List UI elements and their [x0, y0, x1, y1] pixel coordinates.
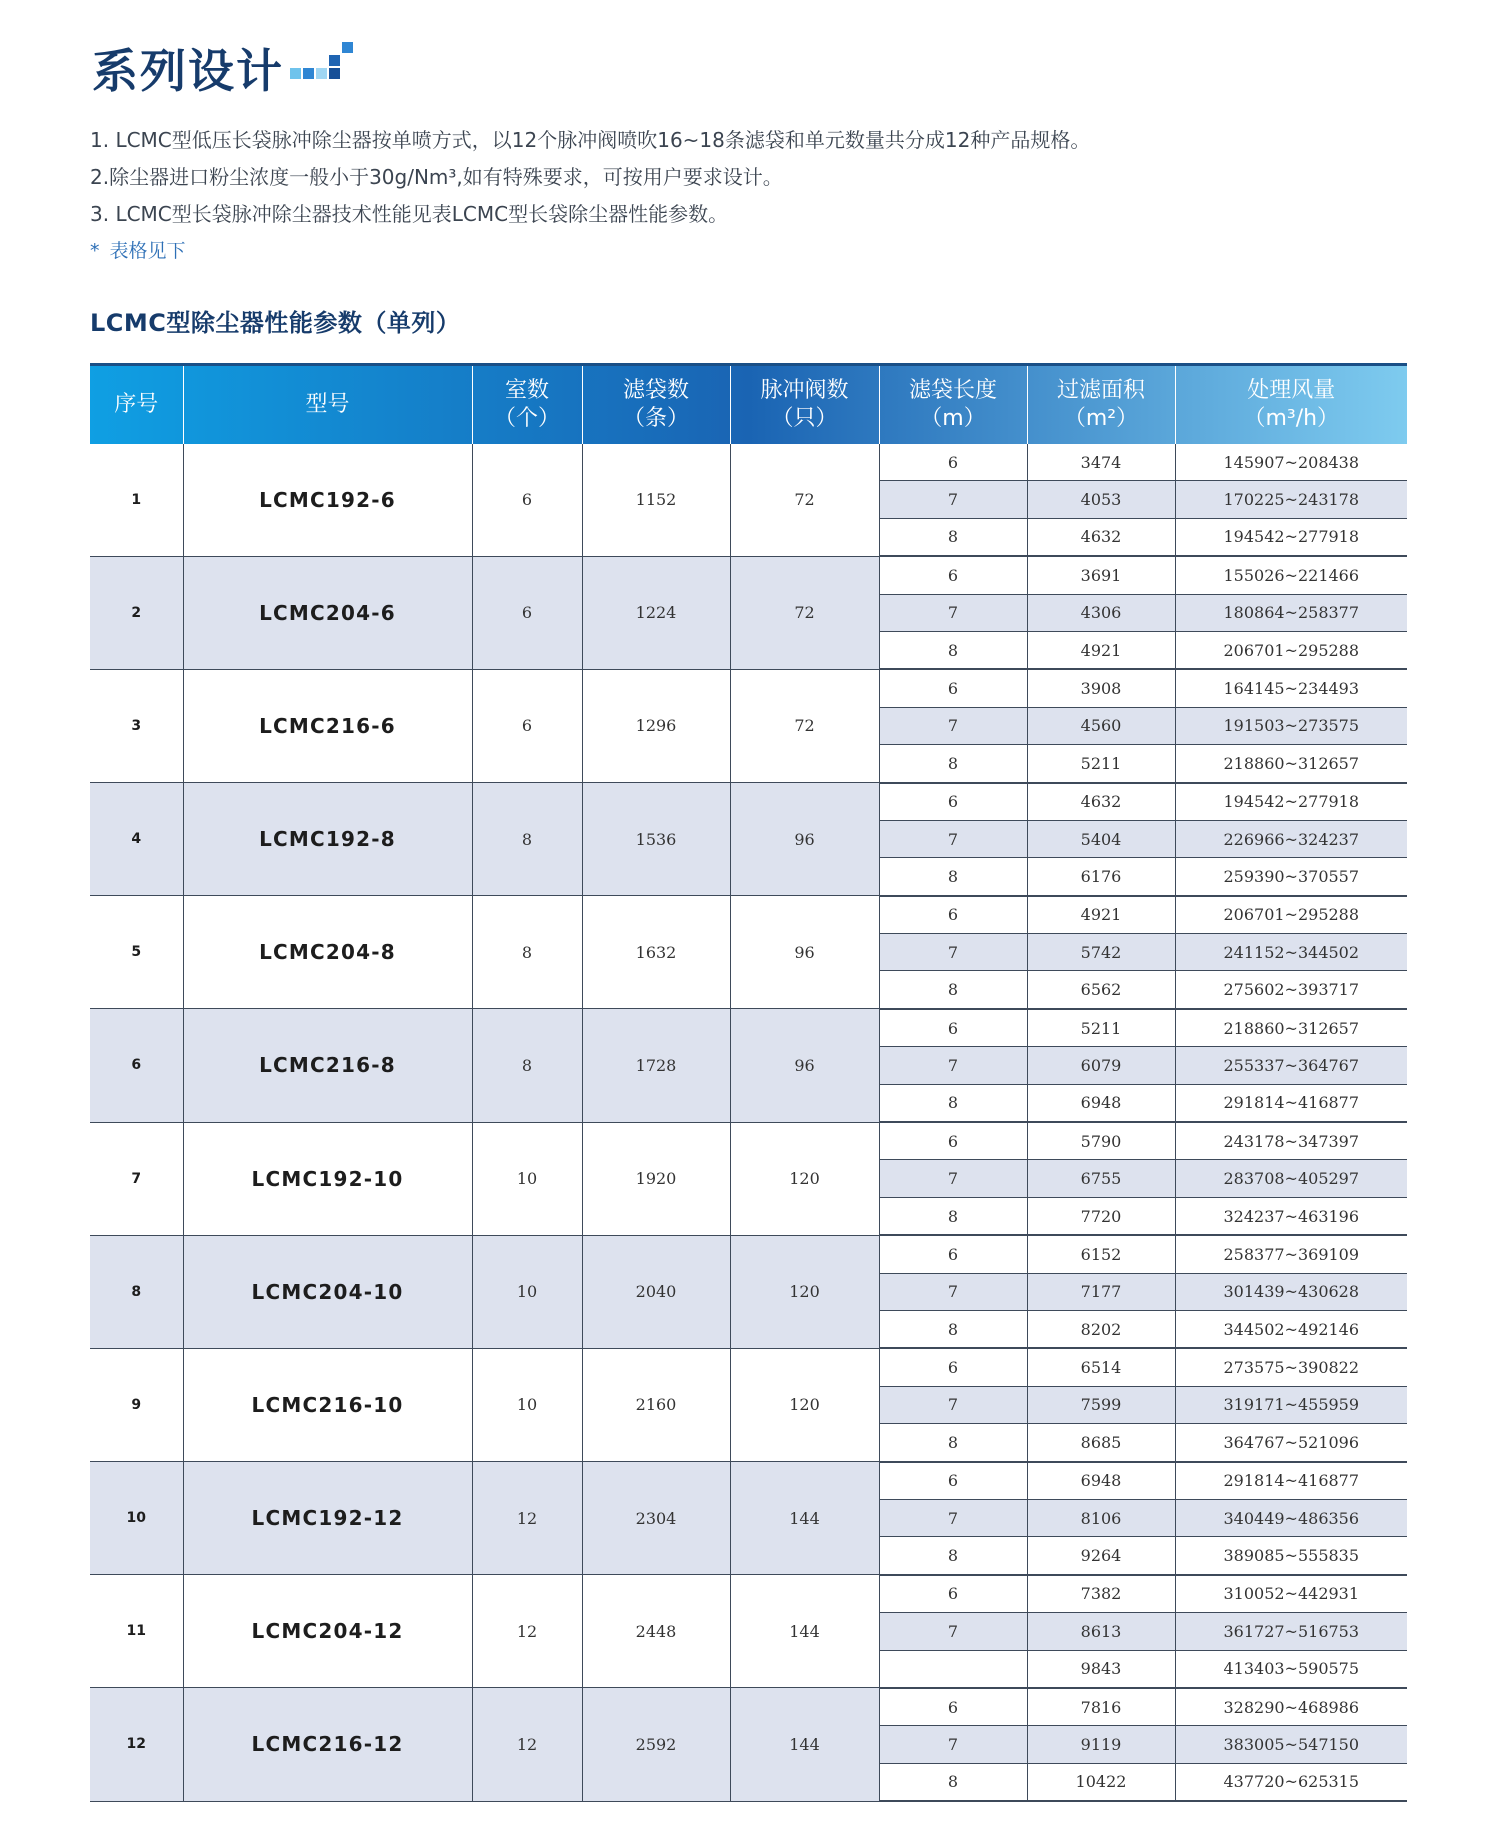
cell-bags: 2448: [582, 1575, 730, 1688]
page-title: 系列设计: [92, 44, 284, 98]
cell-bags: 2304: [582, 1462, 730, 1575]
table-row: [90, 1575, 1407, 1613]
table-title: LCMC型除尘器性能参数（单列）: [90, 309, 461, 337]
cell-bags: 1920: [582, 1122, 730, 1235]
cell-filter-area: 6176: [1027, 858, 1175, 896]
cell-rooms: 10: [472, 1348, 582, 1461]
cell-bag-length: 7: [879, 1160, 1027, 1197]
cell-bag-length: 6: [879, 669, 1027, 707]
cell-bags: 1728: [582, 1009, 730, 1122]
cell-filter-area: 7599: [1027, 1386, 1175, 1423]
cell-bag-length: 8: [879, 1084, 1027, 1122]
pixel-squares-icon: [290, 46, 360, 96]
cell-bag-length: 8: [879, 858, 1027, 896]
cell-rooms: 6: [472, 444, 582, 556]
cell-bags: 2160: [582, 1348, 730, 1461]
header-label: （m²）: [1063, 406, 1139, 431]
cell-seq: 10: [90, 1462, 183, 1575]
cell-air-volume: 340449~486356: [1175, 1499, 1407, 1536]
cell-model: LCMC216-6: [183, 669, 472, 782]
cell-bag-length: 7: [879, 934, 1027, 971]
cell-bag-length: 8: [879, 1197, 1027, 1235]
table-row: [90, 896, 1407, 934]
cell-bag-length: 6: [879, 556, 1027, 594]
cell-bags: 1296: [582, 669, 730, 782]
asterisk-icon: *: [90, 240, 100, 262]
cell-valves: 144: [730, 1462, 879, 1575]
cell-bag-length: 7: [879, 1273, 1027, 1310]
cell-rooms: 8: [472, 896, 582, 1009]
cell-filter-area: 6948: [1027, 1462, 1175, 1500]
cell-bags: 1632: [582, 896, 730, 1009]
cell-filter-area: 7382: [1027, 1575, 1175, 1613]
table-row: [90, 1688, 1407, 1726]
header-label: （m）: [920, 406, 986, 431]
cell-air-volume: 180864~258377: [1175, 594, 1407, 631]
cell-model: LCMC204-8: [183, 896, 472, 1009]
table-header: [90, 365, 1407, 445]
cell-bag-length: 8: [879, 1424, 1027, 1462]
cell-filter-area: 9264: [1027, 1537, 1175, 1575]
table-row: [90, 1462, 1407, 1500]
cell-filter-area: 8106: [1027, 1499, 1175, 1536]
cell-bag-length: 6: [879, 1688, 1027, 1726]
cell-air-volume: 437720~625315: [1175, 1763, 1407, 1801]
cell-model: LCMC216-12: [183, 1688, 472, 1801]
cell-air-volume: 301439~430628: [1175, 1273, 1407, 1310]
cell-rooms: 8: [472, 783, 582, 896]
cell-bag-length: 7: [879, 1499, 1027, 1536]
table-body: [90, 444, 1407, 1801]
cell-air-volume: 291814~416877: [1175, 1084, 1407, 1122]
title-block: [92, 42, 360, 100]
cell-air-volume: 283708~405297: [1175, 1160, 1407, 1197]
cell-air-volume: 259390~370557: [1175, 858, 1407, 896]
cell-bag-length: 7: [879, 820, 1027, 857]
cell-bag-length: 8: [879, 1763, 1027, 1801]
cell-valves: 72: [730, 556, 879, 669]
cell-bags: 1224: [582, 556, 730, 669]
cell-rooms: 6: [472, 556, 582, 669]
cell-filter-area: 6755: [1027, 1160, 1175, 1197]
cell-seq: 8: [90, 1235, 183, 1348]
cell-model: LCMC192-12: [183, 1462, 472, 1575]
note-table-below-text: 表格见下: [109, 240, 186, 262]
header-col-valves: [730, 365, 879, 445]
note-3: 3. LCMC型长袋脉冲除尘器技术性能见表LCMC型长袋除尘器性能参数。: [90, 202, 729, 226]
cell-filter-area: 10422: [1027, 1763, 1175, 1801]
cell-model: LCMC204-6: [183, 556, 472, 669]
table-row: [90, 1009, 1407, 1047]
cell-filter-area: 4632: [1027, 783, 1175, 821]
cell-seq: 1: [90, 444, 183, 556]
cell-bag-length: 7: [879, 1047, 1027, 1084]
cell-air-volume: 206701~295288: [1175, 631, 1407, 669]
cell-air-volume: 364767~521096: [1175, 1424, 1407, 1462]
cell-air-volume: 383005~547150: [1175, 1726, 1407, 1763]
cell-model: LCMC192-8: [183, 783, 472, 896]
cell-filter-area: 6079: [1027, 1047, 1175, 1084]
cell-filter-area: 9843: [1027, 1650, 1175, 1688]
cell-air-volume: 324237~463196: [1175, 1197, 1407, 1235]
cell-rooms: 8: [472, 1009, 582, 1122]
cell-filter-area: 6562: [1027, 971, 1175, 1009]
cell-filter-area: 6152: [1027, 1235, 1175, 1273]
cell-air-volume: 194542~277918: [1175, 783, 1407, 821]
cell-seq: 9: [90, 1348, 183, 1461]
cell-filter-area: 8613: [1027, 1613, 1175, 1650]
cell-air-volume: 226966~324237: [1175, 820, 1407, 857]
cell-air-volume: 319171~455959: [1175, 1386, 1407, 1423]
cell-bag-length: 7: [879, 1726, 1027, 1763]
cell-valves: 120: [730, 1348, 879, 1461]
cell-air-volume: 218860~312657: [1175, 1009, 1407, 1047]
cell-valves: 144: [730, 1688, 879, 1801]
table-row: [90, 1348, 1407, 1386]
cell-valves: 96: [730, 1009, 879, 1122]
cell-bag-length: 7: [879, 707, 1027, 744]
cell-filter-area: 5211: [1027, 745, 1175, 783]
cell-bag-length: 8: [879, 745, 1027, 783]
cell-bag-length: 6: [879, 1575, 1027, 1613]
cell-bag-length: 8: [879, 1537, 1027, 1575]
cell-filter-area: 4306: [1027, 594, 1175, 631]
cell-air-volume: 275602~393717: [1175, 971, 1407, 1009]
cell-bag-length: 8: [879, 518, 1027, 556]
cell-filter-area: 7720: [1027, 1197, 1175, 1235]
cell-air-volume: 206701~295288: [1175, 896, 1407, 934]
header-label: 处理风量: [1247, 378, 1336, 403]
cell-bag-length: [879, 1650, 1027, 1688]
table-row: [90, 444, 1407, 481]
cell-valves: 96: [730, 896, 879, 1009]
cell-rooms: 12: [472, 1462, 582, 1575]
header-col-rooms: [472, 365, 582, 445]
cell-bags: 2592: [582, 1688, 730, 1801]
cell-valves: 72: [730, 669, 879, 782]
cell-valves: 120: [730, 1235, 879, 1348]
table-row: [90, 556, 1407, 594]
cell-filter-area: 7816: [1027, 1688, 1175, 1726]
note-1: 1. LCMC型低压长袋脉冲除尘器按单喷方式，以12个脉冲阀喷吹16~18条滤袋和单元数量共分成12种产品规格。: [90, 128, 1091, 152]
cell-filter-area: 3691: [1027, 556, 1175, 594]
cell-filter-area: 4053: [1027, 481, 1175, 518]
cell-air-volume: 310052~442931: [1175, 1575, 1407, 1613]
cell-air-volume: 389085~555835: [1175, 1537, 1407, 1575]
cell-filter-area: 4921: [1027, 896, 1175, 934]
cell-model: LCMC204-10: [183, 1235, 472, 1348]
cell-rooms: 10: [472, 1122, 582, 1235]
cell-rooms: 12: [472, 1575, 582, 1688]
cell-model: LCMC204-12: [183, 1575, 472, 1688]
cell-air-volume: 191503~273575: [1175, 707, 1407, 744]
cell-seq: 3: [90, 669, 183, 782]
cell-air-volume: 241152~344502: [1175, 934, 1407, 971]
cell-air-volume: 194542~277918: [1175, 518, 1407, 556]
cell-filter-area: 9119: [1027, 1726, 1175, 1763]
cell-air-volume: 344502~492146: [1175, 1310, 1407, 1348]
header-col-bag-length: [879, 365, 1027, 445]
cell-filter-area: 6948: [1027, 1084, 1175, 1122]
cell-bag-length: 6: [879, 1122, 1027, 1160]
cell-model: LCMC216-8: [183, 1009, 472, 1122]
cell-filter-area: 4921: [1027, 631, 1175, 669]
cell-filter-area: 3908: [1027, 669, 1175, 707]
cell-bag-length: 7: [879, 1386, 1027, 1423]
header-label: 室数: [504, 378, 549, 403]
cell-filter-area: 5742: [1027, 934, 1175, 971]
cell-air-volume: 258377~369109: [1175, 1235, 1407, 1273]
cell-filter-area: 8685: [1027, 1424, 1175, 1462]
notes: [90, 122, 1090, 270]
cell-filter-area: 5790: [1027, 1122, 1175, 1160]
cell-filter-area: 4560: [1027, 707, 1175, 744]
cell-filter-area: 5211: [1027, 1009, 1175, 1047]
header-label: （m³/h）: [1243, 406, 1340, 431]
cell-rooms: 12: [472, 1688, 582, 1801]
header-label: 序号: [114, 392, 159, 417]
cell-air-volume: 170225~243178: [1175, 481, 1407, 518]
cell-filter-area: 5404: [1027, 820, 1175, 857]
cell-seq: 11: [90, 1575, 183, 1688]
header-col-seq: [90, 365, 183, 445]
table-row: [90, 783, 1407, 821]
cell-air-volume: 291814~416877: [1175, 1462, 1407, 1500]
cell-bag-length: 6: [879, 783, 1027, 821]
header-label: （只）: [771, 406, 838, 431]
cell-bag-length: 6: [879, 1348, 1027, 1386]
cell-valves: 96: [730, 783, 879, 896]
header-label: 过滤面积: [1056, 378, 1145, 403]
cell-bag-length: 8: [879, 971, 1027, 1009]
header-label: 脉冲阀数: [760, 378, 849, 403]
header-row: [90, 365, 1407, 445]
cell-model: LCMC216-10: [183, 1348, 472, 1461]
cell-bags: 1152: [582, 444, 730, 556]
cell-bags: 2040: [582, 1235, 730, 1348]
cell-valves: 120: [730, 1122, 879, 1235]
note-2: 2.除尘器进口粉尘浓度一般小于30g/Nm³,如有特殊要求，可按用户要求设计。: [90, 165, 783, 189]
cell-air-volume: 164145~234493: [1175, 669, 1407, 707]
cell-seq: 6: [90, 1009, 183, 1122]
table-row: [90, 1235, 1407, 1273]
cell-bag-length: 8: [879, 631, 1027, 669]
header-label: 型号: [305, 392, 350, 417]
cell-bag-length: 7: [879, 594, 1027, 631]
note-table-below: [90, 233, 1090, 270]
cell-seq: 12: [90, 1688, 183, 1801]
cell-filter-area: 3474: [1027, 444, 1175, 481]
header-col-air-volume: [1175, 365, 1407, 445]
header-label: （条）: [622, 406, 689, 431]
cell-bag-length: 6: [879, 444, 1027, 481]
cell-filter-area: 8202: [1027, 1310, 1175, 1348]
cell-bag-length: 8: [879, 1310, 1027, 1348]
cell-air-volume: 273575~390822: [1175, 1348, 1407, 1386]
cell-valves: 72: [730, 444, 879, 556]
header-label: 滤袋长度: [908, 378, 997, 403]
cell-air-volume: 155026~221466: [1175, 556, 1407, 594]
cell-air-volume: 361727~516753: [1175, 1613, 1407, 1650]
cell-air-volume: 145907~208438: [1175, 444, 1407, 481]
cell-model: LCMC192-10: [183, 1122, 472, 1235]
cell-bag-length: 7: [879, 481, 1027, 518]
cell-bag-length: 7: [879, 1613, 1027, 1650]
cell-air-volume: 243178~347397: [1175, 1122, 1407, 1160]
cell-model: LCMC192-6: [183, 444, 472, 556]
header-label: （个）: [493, 406, 560, 431]
table-row: [90, 1122, 1407, 1160]
table-row: [90, 669, 1407, 707]
cell-filter-area: 4632: [1027, 518, 1175, 556]
cell-seq: 5: [90, 896, 183, 1009]
cell-bag-length: 6: [879, 1462, 1027, 1500]
performance-table: [90, 363, 1407, 1802]
header-label: 滤袋数: [622, 378, 689, 403]
cell-rooms: 6: [472, 669, 582, 782]
cell-seq: 2: [90, 556, 183, 669]
cell-bag-length: 6: [879, 1009, 1027, 1047]
cell-filter-area: 7177: [1027, 1273, 1175, 1310]
cell-bag-length: 6: [879, 1235, 1027, 1273]
cell-air-volume: 218860~312657: [1175, 745, 1407, 783]
cell-bag-length: 6: [879, 896, 1027, 934]
header-col-bags: [582, 365, 730, 445]
header-col-model: [183, 365, 472, 445]
cell-seq: 4: [90, 783, 183, 896]
cell-rooms: 10: [472, 1235, 582, 1348]
cell-air-volume: 413403~590575: [1175, 1650, 1407, 1688]
cell-air-volume: 328290~468986: [1175, 1688, 1407, 1726]
cell-air-volume: 255337~364767: [1175, 1047, 1407, 1084]
header-col-filter-area: [1027, 365, 1175, 445]
cell-valves: 144: [730, 1575, 879, 1688]
cell-bags: 1536: [582, 783, 730, 896]
cell-filter-area: 6514: [1027, 1348, 1175, 1386]
cell-seq: 7: [90, 1122, 183, 1235]
